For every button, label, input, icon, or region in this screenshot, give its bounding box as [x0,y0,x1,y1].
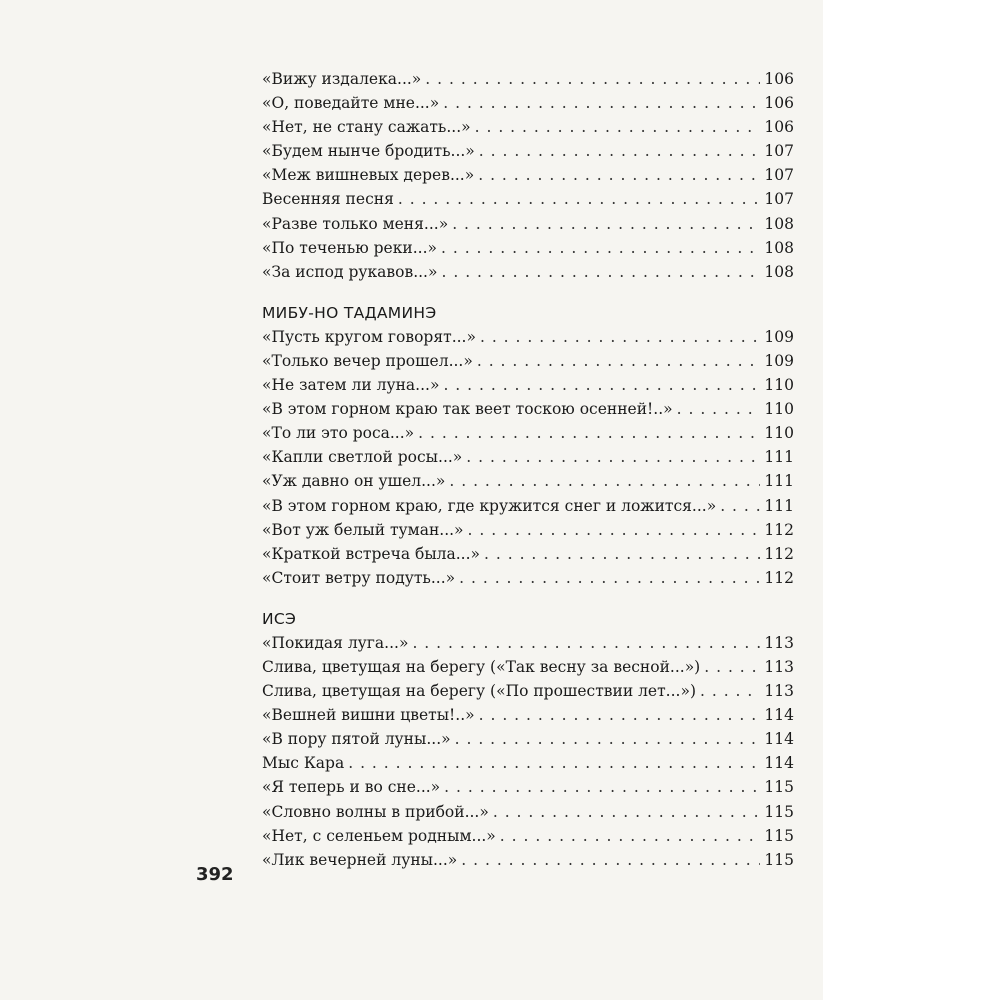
toc-entry [262,397,794,421]
toc-entry [262,518,794,542]
dot-leader [452,212,760,236]
entry-title: «Будем нынче бродить...» [262,142,475,161]
section-heading: ИСЭ [262,609,297,628]
toc-entry [262,91,794,115]
toc-entry [262,325,794,349]
dot-leader [443,91,760,115]
toc-entry [262,566,794,590]
dot-leader [700,679,760,703]
entry-page-number: 108 [764,214,794,233]
entry-page-number: 115 [764,850,794,869]
toc-entry [262,163,794,187]
entry-page-number: 112 [764,568,794,587]
toc-entry [262,703,794,727]
entry-title: «Пусть кругом говорят...» [262,327,476,346]
entry-title: «Не затем ли луна...» [262,376,440,395]
toc-entry [262,421,794,445]
toc-entry [262,212,794,236]
dot-leader [479,703,760,727]
page-margin [823,0,1000,1000]
entry-title: «То ли это роса...» [262,424,415,443]
toc-entry [262,727,794,751]
dot-leader [720,494,760,518]
toc-entry [262,187,794,211]
entry-page-number: 106 [764,118,794,137]
entry-page-number: 114 [764,706,794,725]
entry-page-number: 115 [764,826,794,845]
entry-page-number: 111 [764,496,794,515]
entry-page-number: 111 [764,472,794,491]
entry-page-number: 114 [764,754,794,773]
entry-title: «Я теперь и во сне...» [262,778,441,797]
page-number: 392 [196,864,234,885]
toc-entry [262,679,794,703]
entry-title: «Вешней вишни цветы!..» [262,706,475,725]
entry-page-number: 113 [764,657,794,676]
dot-leader [459,566,760,590]
toc-section [262,301,794,590]
entry-title: «По теченью реки...» [262,238,437,257]
entry-title: «Покидая луга...» [262,633,409,652]
toc-entry [262,494,794,518]
toc-entry [262,655,794,679]
toc-entry [262,445,794,469]
dot-leader [493,800,760,824]
entry-page-number: 110 [764,376,794,395]
dot-leader [441,260,760,284]
entry-page-number: 112 [764,520,794,539]
entry-page-number: 110 [764,424,794,443]
toc-entry [262,373,794,397]
dot-leader [425,67,760,91]
entry-page-number: 115 [764,778,794,797]
toc-entry [262,236,794,260]
entry-title: Весенняя песня [262,190,394,209]
toc-section [262,607,794,872]
entry-page-number: 107 [764,190,794,209]
dot-leader [418,421,760,445]
dot-leader [449,469,760,493]
entry-title: «Уж давно он ушел...» [262,472,446,491]
dot-leader [475,115,760,139]
entry-page-number: 113 [764,682,794,701]
dot-leader [704,655,760,679]
toc-entry [262,775,794,799]
entry-page-number: 108 [764,262,794,281]
dot-leader [466,445,760,469]
entry-title: «За испод рукавов...» [262,262,438,281]
entry-title: «Только вечер прошел...» [262,351,473,370]
entry-page-number: 112 [764,544,794,563]
toc-section [262,67,794,284]
entry-page-number: 106 [764,70,794,88]
toc-entry [262,260,794,284]
entry-title: «Капли светлой росы...» [262,448,463,467]
dot-leader [461,848,760,872]
toc-entry [262,542,794,566]
entry-title: «В этом горном краю, где кружится снег и ложится...» [262,496,717,515]
entry-title: «Словно волны в прибой...» [262,802,489,821]
entry-title: «В этом горном краю так веет тоскою осенней!..» [262,400,673,419]
dot-leader [412,631,760,655]
dot-leader [484,542,760,566]
entry-page-number: 111 [764,448,794,467]
entry-title: «Разве только меня...» [262,214,449,233]
entry-page-number: 106 [764,94,794,113]
entry-title: Слива, цветущая на берегу («Так весну за весной...») [262,657,701,676]
entry-page-number: 107 [764,166,794,185]
entry-page-number: 115 [764,802,794,821]
toc-entry [262,67,794,91]
dot-leader [479,139,760,163]
toc-entry [262,115,794,139]
entry-title: Мыс Кара [262,754,345,773]
entry-title: Слива, цветущая на берегу («По прошествии лет...») [262,682,696,701]
dot-leader [478,163,760,187]
entry-title: «Лик вечерней луны...» [262,850,458,869]
entry-title: «Краткой встреча была...» [262,544,481,563]
dot-leader [468,518,760,542]
dot-leader [500,824,760,848]
entry-page-number: 107 [764,142,794,161]
entry-page-number: 113 [764,633,794,652]
dot-leader [480,325,760,349]
dot-leader [348,751,760,775]
toc-entry [262,824,794,848]
entry-page-number: 108 [764,238,794,257]
entry-title: «О, поведайте мне...» [262,94,440,113]
entry-title: «Стоит ветру подуть...» [262,568,456,587]
dot-leader [444,775,760,799]
dot-leader [455,727,760,751]
entry-page-number: 114 [764,730,794,749]
entry-title: «Нет, с селеньем родным...» [262,826,496,845]
dot-leader [398,187,760,211]
dot-leader [443,373,760,397]
toc-entry [262,800,794,824]
entry-page-number: 109 [764,351,794,370]
entry-page-number: 109 [764,327,794,346]
dot-leader [677,397,760,421]
toc-entry [262,139,794,163]
dot-leader [441,236,760,260]
section-heading: МИБУ-НО ТАДАМИНЭ [262,303,437,322]
entry-title: «В пору пятой луны...» [262,730,451,749]
entry-title: «Вижу издалека...» [262,70,422,88]
toc-entry [262,751,794,775]
toc-entry [262,469,794,493]
dot-leader [477,349,760,373]
toc-entry [262,848,794,872]
toc-entry [262,631,794,655]
entry-title: «Нет, не стану сажать...» [262,118,471,137]
toc-entry [262,349,794,373]
table-of-contents [262,67,794,872]
entry-title: «Вот уж белый туман...» [262,520,464,539]
entry-page-number: 110 [764,400,794,419]
entry-title: «Меж вишневых дерев...» [262,166,475,185]
